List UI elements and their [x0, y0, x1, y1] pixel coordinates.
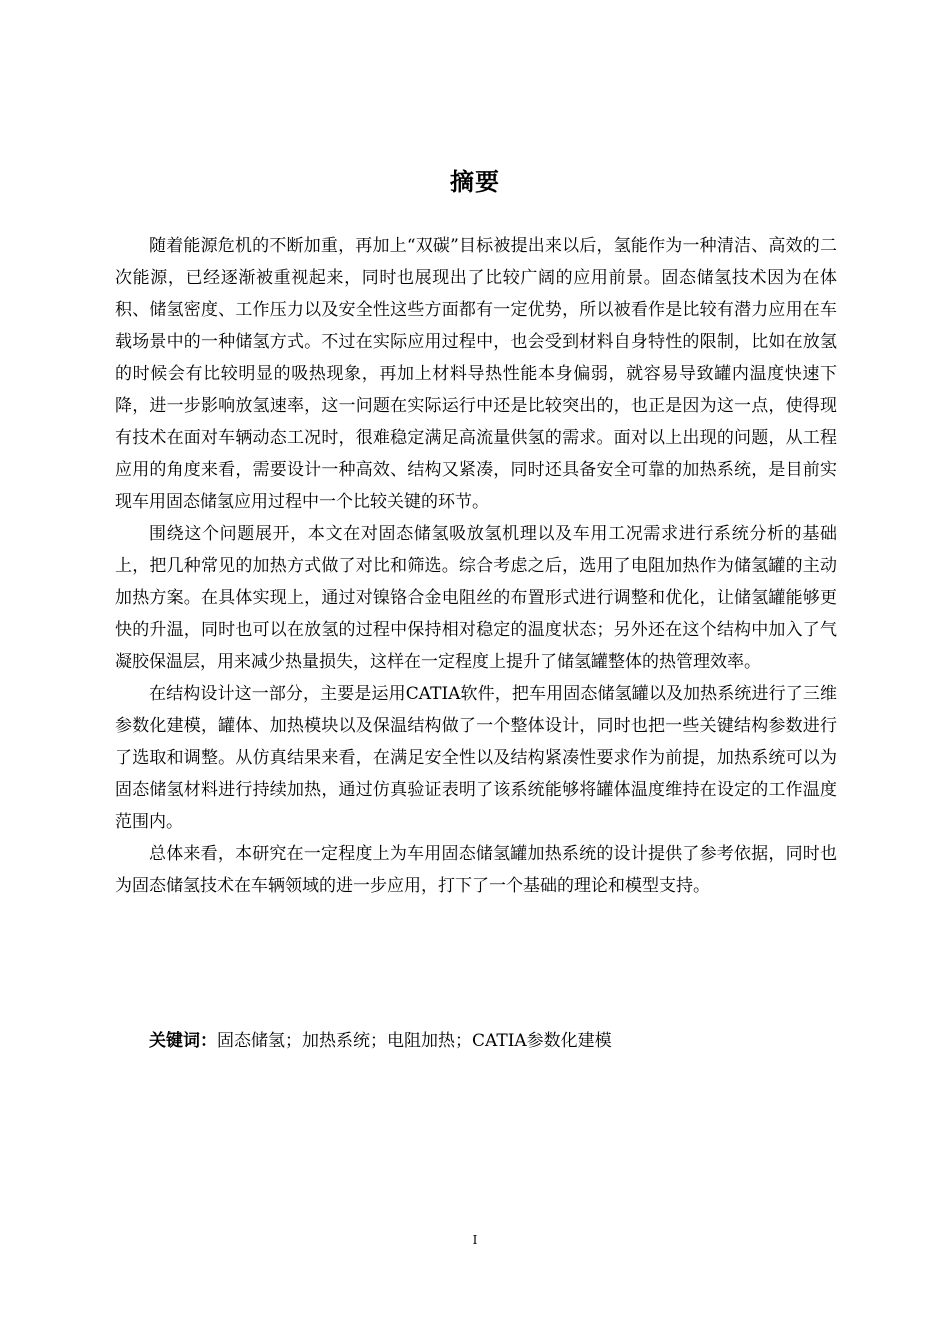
page-title: 摘要	[450, 168, 500, 196]
keywords-label: 关键词：	[149, 1031, 217, 1051]
abstract-paragraph-2: 围绕这个问题展开，本文在对固态储氢吸放氢机理以及车用工况需求进行系统分析的基础上，把几种常见的加热方式做了对比和筛选。综合考虑之后，选用了电阻加热作为储氢罐的主动加热方案。在具体实现上，通过对镍铬合金电阻丝的布置形式进行调整和优化，让储氢罐能够更快的升温，同时也可以在放氢的过程中保持相对稳定的温度状态；另外还在这个结构中加入了气凝胶保温层，用来减少热量损失，这样在一定程度上提升了储氢罐整体的热管理效率。	[115, 524, 837, 672]
page-number: I	[472, 1233, 478, 1247]
abstract-paragraph-1: 随着能源危机的不断加重，再加上“双碳”目标被提出来以后，氢能作为一种清洁、高效的二次能源，已经逐渐被重视起来，同时也展现出了比较广阔的应用前景。固态储氢技术因为在体积、储氢密度、工作压力以及安全性这些方面都有一定优势，所以被看作是比较有潜力应用在车载场景中的一种储氢方式。不过在实际应用过程中，也会受到材料自身特性的限制，比如在放氢的时候会有比较明显的吸热现象，再加上材料导热性能本身偏弱，就容易导致罐内温度快速下降，进一步影响放氢速率，这一问题在实际运行中还是比较突出的，也正是因为这一点，使得现有技术在面对车辆动态工况时，很难稳定满足高流量供氢的需求。面对以上出现的问题，从工程应用的角度来看，需要设计一种高效、结构又紧凑，同时还具备安全可靠的加热系统，是目前实现车用固态储氢应用过程中一个比较关键的环节。	[115, 236, 837, 512]
abstract-body	[115, 230, 837, 902]
keywords-line	[149, 1025, 839, 1057]
keywords-list: 固态储氢；加热系统；电阻加热；CATIA参数化建模	[217, 1031, 612, 1051]
abstract-paragraph-4: 总体来看，本研究在一定程度上为车用固态储氢罐加热系统的设计提供了参考依据，同时也为固态储氢技术在车辆领域的进一步应用，打下了一个基础的理论和模型支持。	[115, 844, 837, 896]
abstract-paragraph-3: 在结构设计这一部分，主要是运用CATIA软件，把车用固态储氢罐以及加热系统进行了三维参数化建模，罐体、加热模块以及保温结构做了一个整体设计，同时也把一些关键结构参数进行了选取和调整。从仿真结果来看，在满足安全性以及结构紧凑性要求作为前提，加热系统可以为固态储氢材料进行持续加热，通过仿真验证表明了该系统能够将罐体温度维持在设定的工作温度范围内。	[115, 684, 837, 832]
